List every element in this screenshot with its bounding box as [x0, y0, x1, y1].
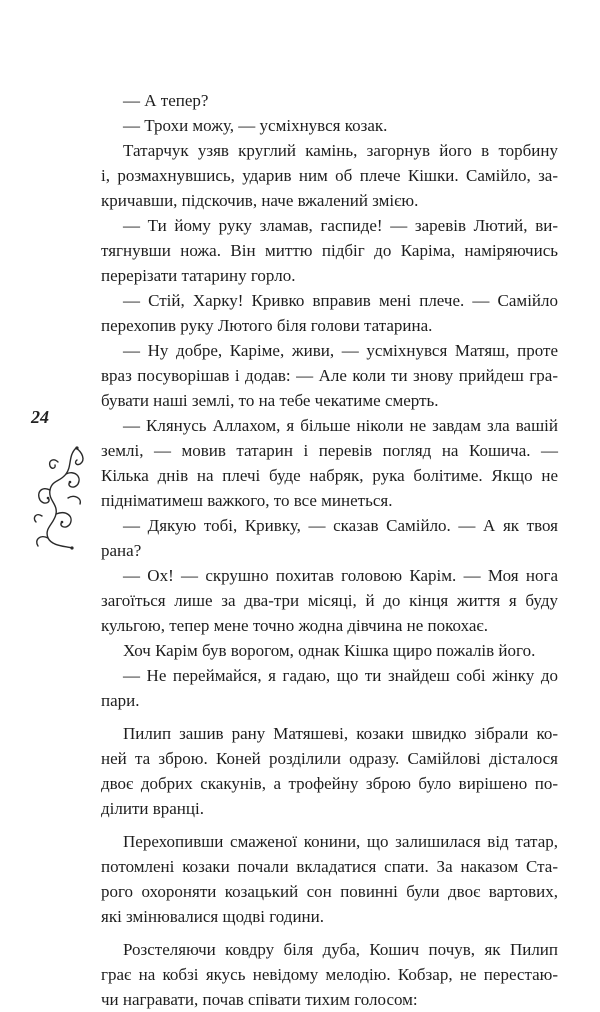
text-line: які змінювалися щодві години.: [101, 907, 325, 926]
text-line: — Стій, Харку! Кривко вправив мені плече. — Самійло: [123, 291, 558, 310]
text-line: землі, — мовив татарин і перевів погляд на Кошича. —: [101, 441, 558, 460]
text-line: грає на кобзі якусь невідому мелодію. Кобзар, не перестаю-: [101, 965, 558, 984]
text-line: ней та зброю. Коней розділили одразу. Самійлові дісталося: [101, 749, 558, 768]
text-line: Хоч Карім був ворогом, однак Кішка щиро пожалів його.: [123, 641, 536, 660]
text-line: — Ти йому руку зламав, гаспиде! — заревів Лютий, ви-: [123, 216, 558, 235]
text-line: ділити вранці.: [101, 799, 204, 818]
text-line: пари.: [101, 691, 140, 710]
text-line: тягнувши ножа. Він миттю підбіг до Каріма, наміряючись: [101, 241, 558, 260]
text-line: перехопив руку Лютого біля голови татарина.: [101, 316, 433, 335]
text-line: підніматимеш важкого, то все минеться.: [101, 491, 393, 510]
page-number: 24: [31, 407, 49, 427]
text-line: Кілька днів на плечі буде набряк, рука болітиме. Якщо не: [101, 466, 558, 485]
text-line: — Ох! — скрушно похитав головою Карім. — Моя нога: [123, 566, 558, 585]
text-line: кричавши, підскочив, наче вжалений змією.: [101, 191, 419, 210]
text-line: Татарчук узяв круглий камінь, загорнув його в торбину: [123, 141, 558, 160]
text-line: рого охороняти козацький сон повинні були двоє вартових,: [101, 882, 558, 901]
text-line: — Клянусь Аллахом, я більше ніколи не завдам зла вашій: [123, 416, 558, 435]
floral-ornament-icon: [28, 442, 98, 552]
text-line: — Дякую тобі, Кривку, — сказав Самійло. — А як твоя: [123, 516, 558, 535]
text-line: — Трохи можу, — усміхнувся козак.: [123, 116, 388, 135]
text-line: потомлені козаки почали вкладатися спати. За наказом Ста-: [101, 857, 558, 876]
body-text: [101, 88, 558, 1012]
text-line: — Ну добре, Каріме, живи, — усміхнувся Матяш, проте: [123, 341, 558, 360]
text-line: — А тепер?: [123, 91, 209, 110]
text-line: загоїться лише за два-три місяці, й до кінця життя я буду: [101, 591, 558, 610]
text-line: перерізати татарину горло.: [101, 266, 296, 285]
text-line: двоє добрих скакунів, а трофейну зброю було вирішено по-: [101, 774, 558, 793]
text-line: чи награвати, почав співати тихим голосом:: [101, 990, 418, 1009]
text-line: і, розмахнувшись, ударив ним об плече Кішки. Самійло, за-: [101, 166, 558, 185]
text-line: кульгою, тепер мене точно жодна дівчина не покохає.: [101, 616, 488, 635]
text-line: Перехопивши смаженої конини, що залишилася від татар,: [123, 832, 558, 851]
text-line: Пилип зашив рану Матяшеві, козаки швидко зібрали ко-: [123, 724, 558, 743]
text-line: Розстеляючи ковдру біля дуба, Кошич почув, як Пилип: [123, 940, 558, 959]
text-line: — Не переймайся, я гадаю, що ти знайдеш собі жінку до: [123, 666, 558, 685]
text-line: враз посуворішав і додав: — Але коли ти знову прийдеш гра-: [101, 366, 558, 385]
text-line: рана?: [101, 541, 142, 560]
text-line: бувати наші землі, то на тебе чекатиме смерть.: [101, 391, 439, 410]
